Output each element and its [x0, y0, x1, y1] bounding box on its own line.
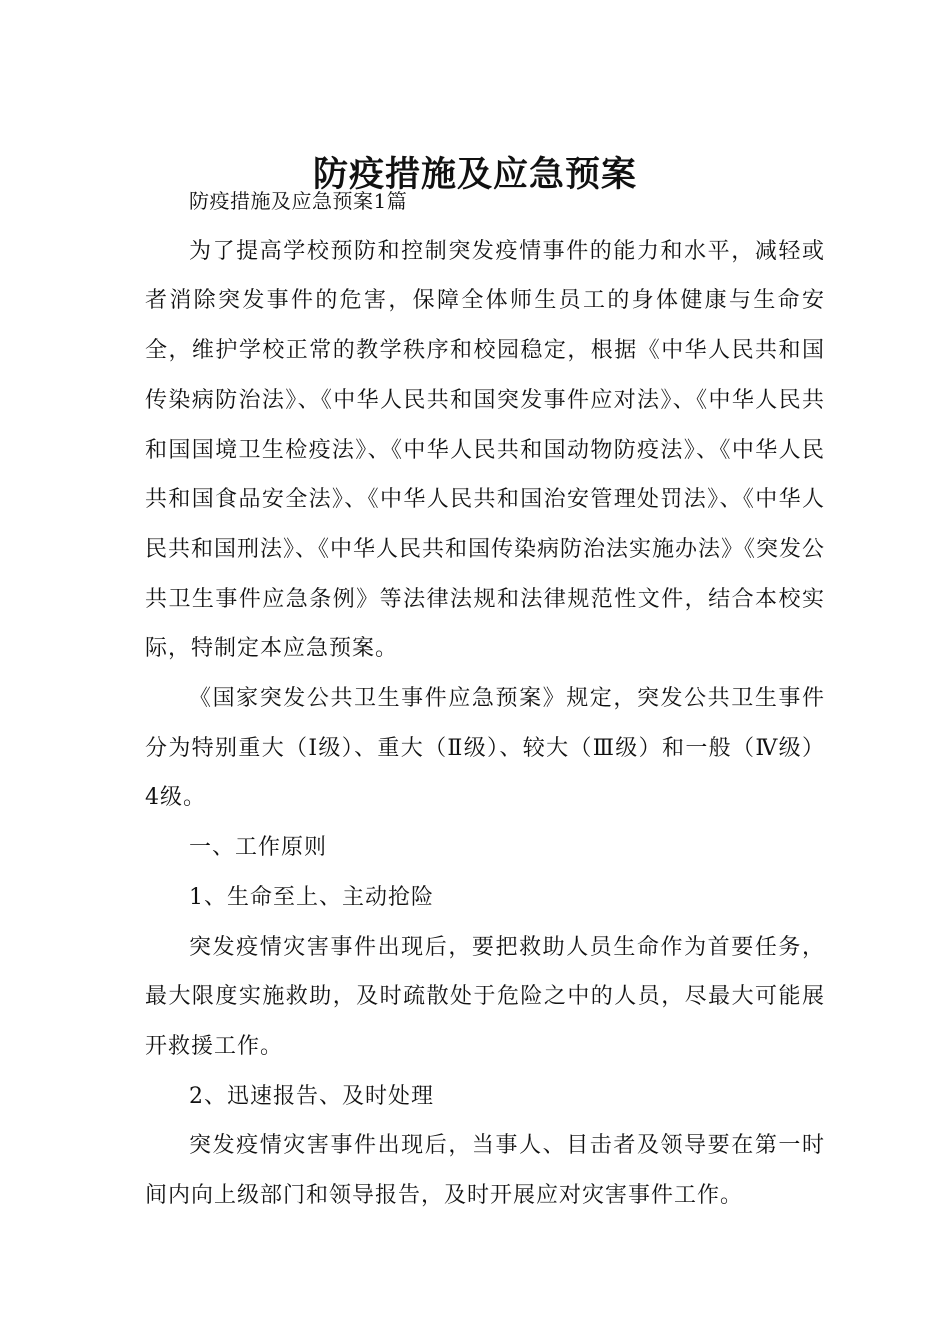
document-title: 防疫措施及应急预案 [312, 155, 637, 196]
subheading-rapid-report: 2、迅速报告、及时处理 [189, 1083, 434, 1109]
paragraph-classification: 《国家突发公共卫生事件应急预案》规定，突发公共卫生事件分为特别重大（Ⅰ级）、重大（Ⅱ级）、较大（Ⅲ级）和一般（Ⅳ级）4级。 [145, 686, 825, 811]
document-subtitle: 防疫措施及应急预案1篇 [189, 189, 408, 213]
section-heading-principles: 一、工作原则 [189, 835, 328, 861]
subheading-life-first: 1、生命至上、主动抢险 [189, 884, 434, 910]
paragraph-purpose: 为了提高学校预防和控制突发疫情事件的能力和水平，减轻或者消除突发事件的危害，保障全体师生员工的身体健康与生命安全，维护学校正常的教学秩序和校园稳定，根据《中华人民共和国传染病防治法》、《中华人民共和国突发事件应对法》、《中华人民共和国国境卫生检疫法》、《中华人民共和国动物防疫法》、《中华人民共和国食品安全法》、《中华人民共和国治安管理处罚法》、《中华人民共和国刑法》、《中华人民共和国传染病防治法实施办法》《突发公共卫生事件应急条例》等法律法规和法律规范性文件，结合本校实际，特制定本应急预案。 [145, 238, 826, 662]
paragraph-life-first: 突发疫情灾害事件出现后，要把救助人员生命作为首要任务，最大限度实施救助，及时疏散处于危险之中的人员，尽最大可能展开救援工作。 [145, 934, 825, 1059]
paragraph-rapid-report: 突发疫情灾害事件出现后，当事人、目击者及领导要在第一时间内向上级部门和领导报告，及时开展应对灾害事件工作。 [145, 1133, 825, 1209]
document-body [145, 177, 825, 1221]
